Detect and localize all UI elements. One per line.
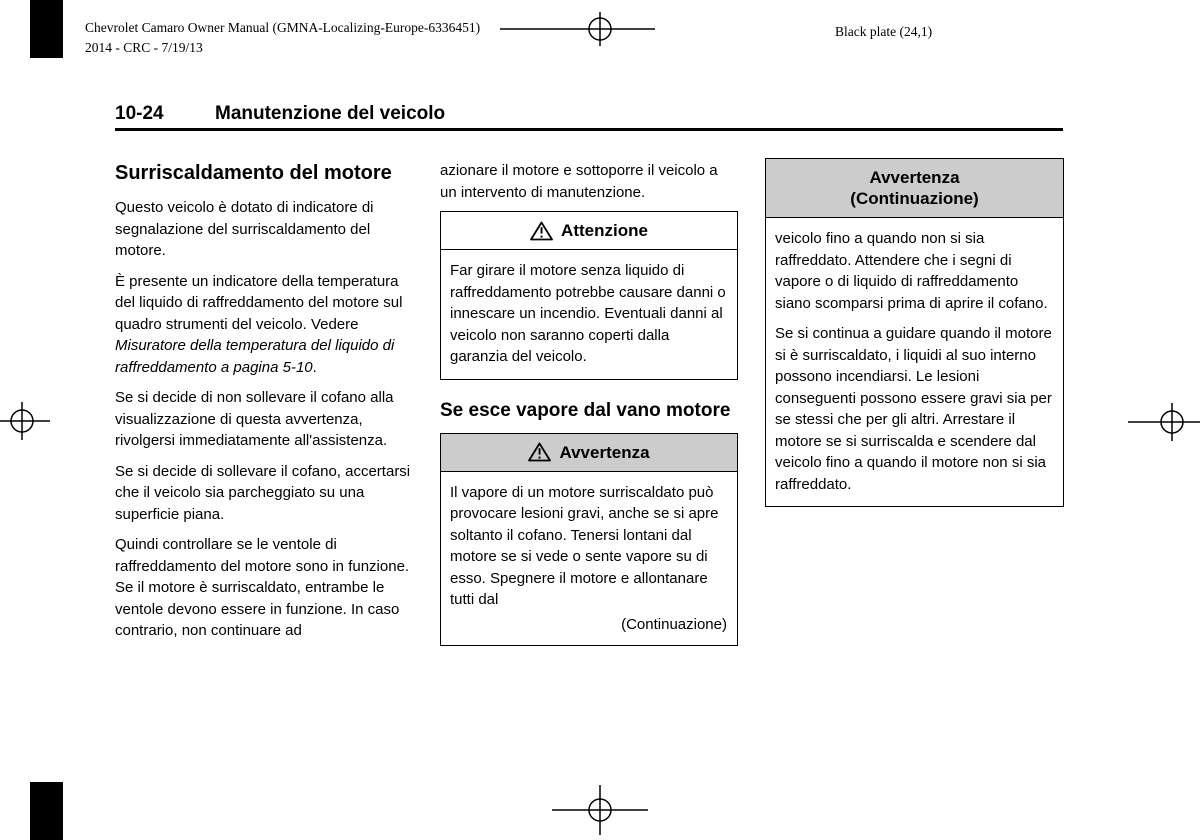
paragraph: Se si decide di sollevare il cofano, accertarsi che il veicolo sia parcheggiato su una superficie piana.	[115, 462, 411, 523]
registration-mark-top	[500, 10, 655, 48]
registration-mark-left	[0, 402, 50, 440]
section-heading-overheating: Surriscaldamento del motore	[115, 162, 392, 184]
section-heading-steam: Se esce vapore dal vano motore	[440, 399, 731, 421]
warning-triangle-icon	[528, 442, 551, 462]
paragraph-text: .	[312, 358, 317, 376]
page-title: Manutenzione del veicolo	[215, 103, 446, 124]
paragraph-text: È presente un indicatore della temperatura del liquido di raffreddamento del motore sul quadro strumenti del veicolo. Vedere	[115, 272, 403, 333]
print-header-line2: 2014 - CRC - 7/19/13	[85, 40, 203, 55]
paragraph: Quindi controllare se le ventole di raffreddamento del motore sono in funzione. Se il motore è surriscaldato, entrambe le ventole devono essere in funzione. In caso contrario, non continuare ad	[115, 536, 410, 639]
paragraph: Questo veicolo è dotato di indicatore di segnalazione del surriscaldamento del motore.	[115, 199, 374, 259]
cross-reference-italic: Misuratore della temperatura del liquido di raffreddamento a pagina 5-10	[115, 337, 395, 376]
warning-box-body	[441, 472, 737, 611]
continuation-label: (Continuazione)	[621, 615, 727, 633]
page-header	[115, 103, 1063, 125]
warning-continuation-title-line2: (Continuazione)	[850, 189, 979, 208]
crop-bar-top-left	[30, 0, 63, 58]
registration-mark-bottom	[552, 785, 648, 835]
warning-continuation-box-header	[766, 159, 1063, 218]
warning-continuation-title	[850, 167, 978, 209]
column-1	[115, 160, 415, 651]
column-2	[440, 160, 738, 646]
caution-box-body	[441, 250, 737, 379]
warning-continuation-box	[765, 158, 1064, 507]
paragraph: Far girare il motore senza liquido di raffreddamento potrebbe causare danni o innescare un incendio. Eventuali danni al veicolo non saranno coperti dalla garanzia del veicolo.	[450, 262, 726, 365]
paragraph: veicolo fino a quando non si sia raffreddato. Attendere che i segni di vapore o di liquido di raffreddamento siano scomparsi prima di aprire il cofano.	[775, 230, 1048, 312]
warning-continuation-box-body	[766, 218, 1063, 506]
caution-box-title: Attenzione	[561, 221, 648, 240]
registration-mark-right	[1128, 403, 1200, 441]
caution-box-header	[441, 212, 737, 250]
paragraph: Se si decide di non sollevare il cofano alla visualizzazione di questa avvertenza, rivolgersi immediatamente all'assistenza.	[115, 389, 394, 449]
caution-box	[440, 211, 738, 380]
print-header-left	[85, 18, 480, 58]
crop-bar-bottom-left	[30, 782, 63, 840]
paragraph: Se si continua a guidare quando il motore si è surriscaldato, i liquidi al suo interno possono incendiarsi. Le lesioni conseguenti possono essere gravi sia per se stessi che per gli altri. Arrestare il motore se si surriscalda e scendere dal veicolo fino a quando il motore non si sia raffreddato.	[775, 325, 1052, 493]
column-3	[765, 158, 1064, 515]
page-number: 10-24	[115, 103, 164, 124]
paragraph: azionare il motore e sottoporre il veicolo a un intervento di manutenzione.	[440, 162, 718, 201]
warning-continuation-title-line1: Avvertenza	[869, 168, 960, 187]
warning-triangle-icon	[530, 221, 553, 241]
warning-box-header	[441, 434, 737, 472]
print-header-line1: Chevrolet Camaro Owner Manual (GMNA-Localizing-Europe-6336451)	[85, 20, 481, 35]
paragraph: Il vapore di un motore surriscaldato può provocare lesioni gravi, anche se si apre soltanto il cofano. Tenersi lontani dal motore se si vede o sente vapore su di esso. Spegnere il motore e allontanare tutti dal	[450, 483, 719, 608]
warning-box	[440, 433, 738, 647]
header-rule	[115, 128, 1063, 131]
warning-box-title: Avvertenza	[559, 442, 650, 462]
paragraph	[115, 271, 415, 379]
print-header-plate: Black plate (24,1)	[835, 24, 933, 39]
